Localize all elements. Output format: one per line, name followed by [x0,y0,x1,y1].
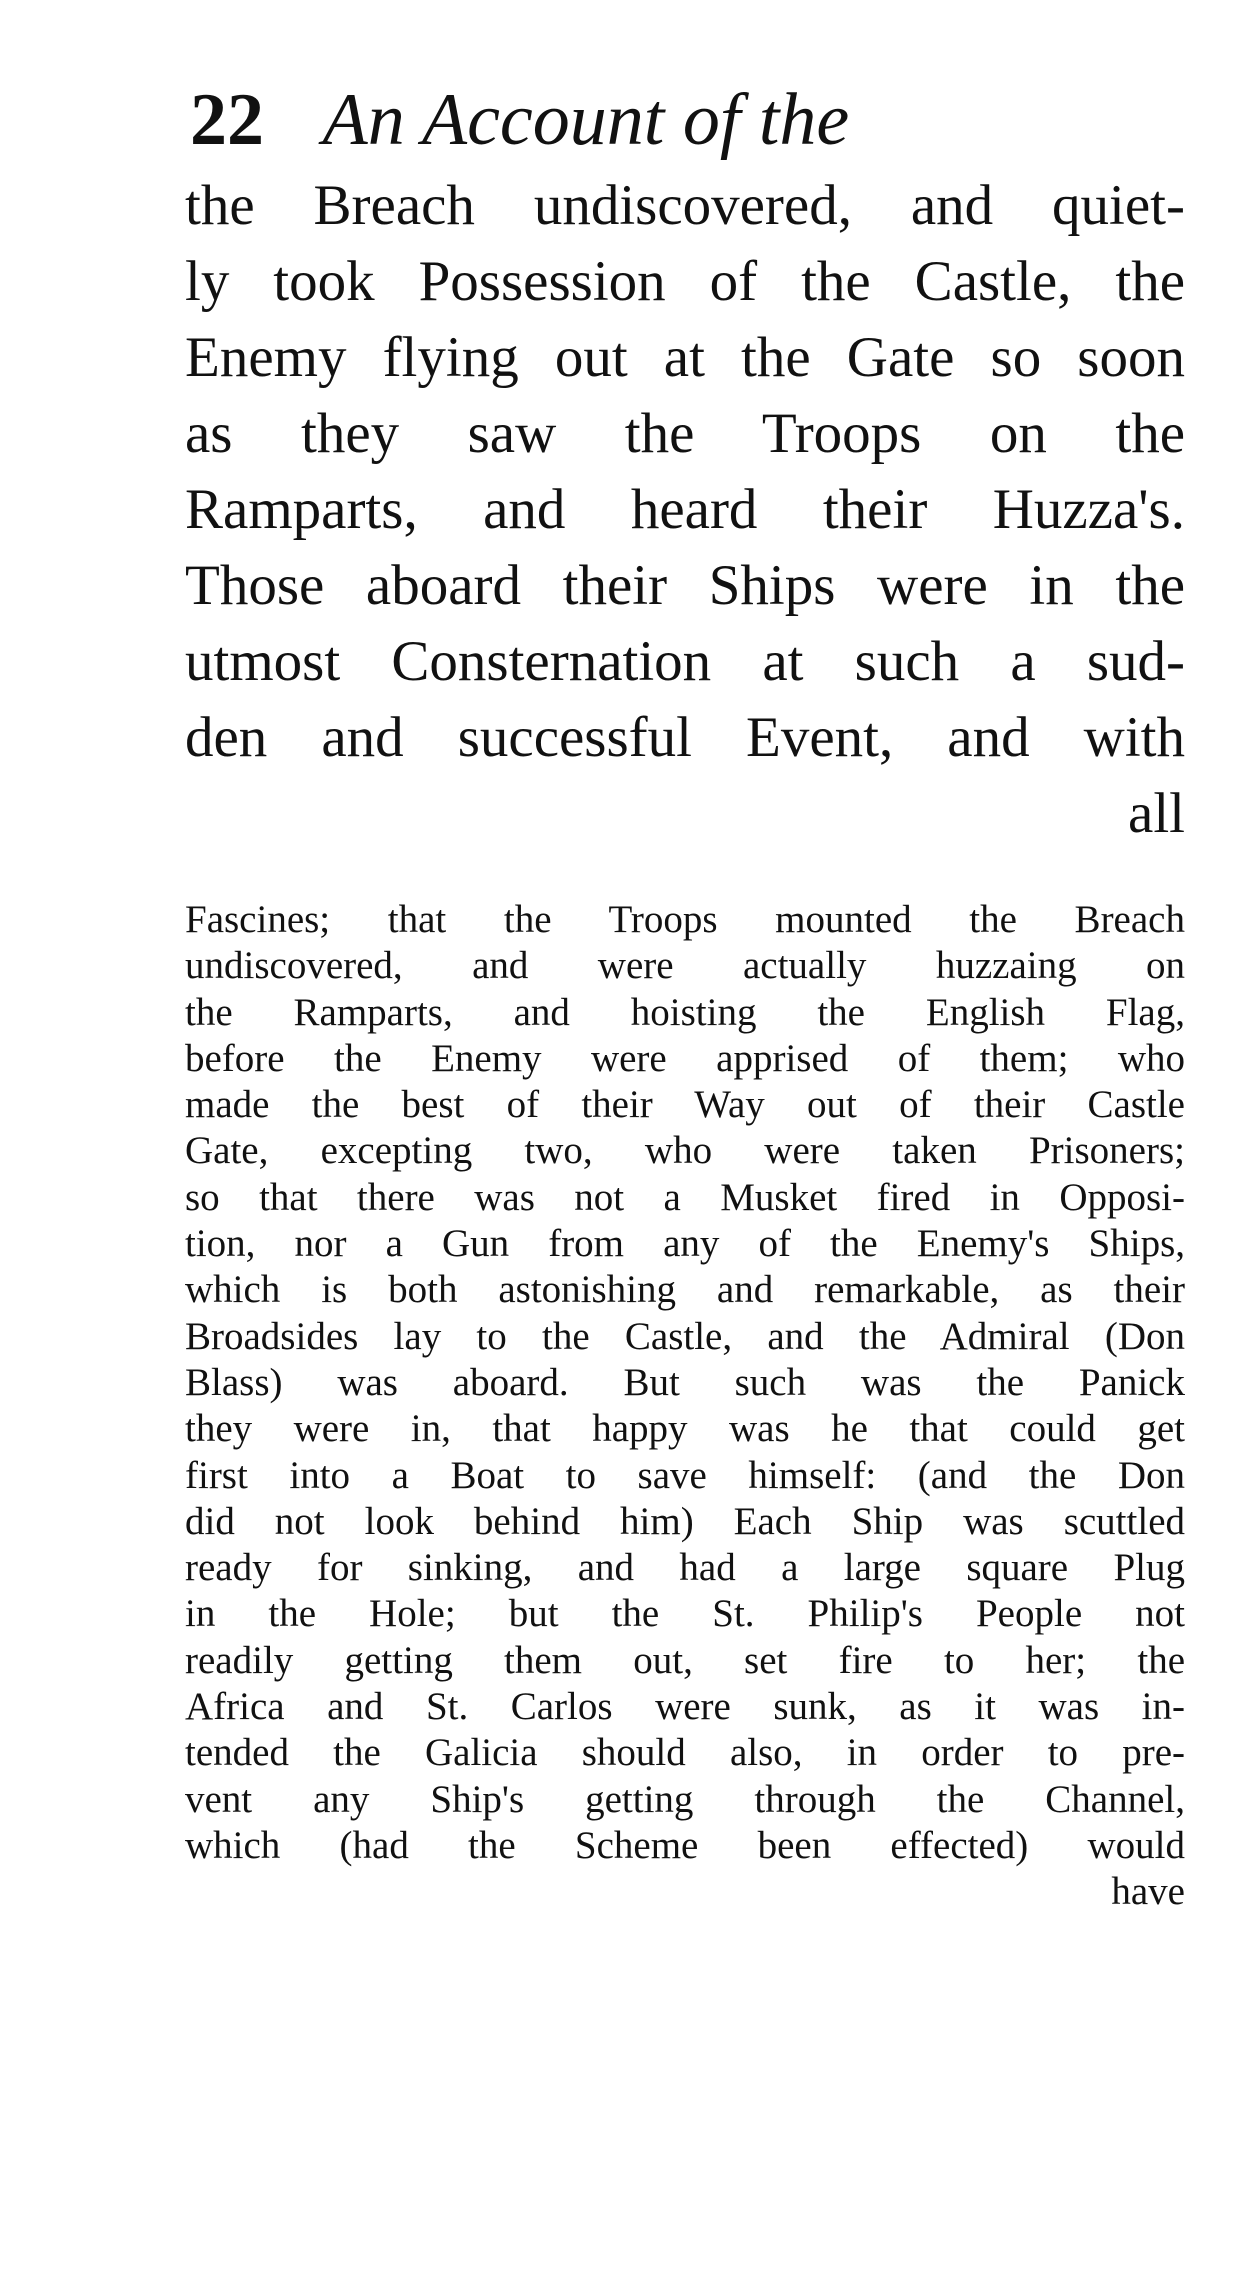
text-line: so that there was not a Musket fired in Opposi- [185,1175,1185,1219]
text-line: Enemy flying out at the Gate so soon [185,326,1185,389]
text-line: in the Hole; but the St. Philip's People not [185,1592,1185,1636]
text-line: tion, nor a Gun from any of the Enemy's Ships, [185,1222,1185,1266]
page-number: 22 [190,79,264,161]
text-line: ready for sinking, and had a large square Plug [185,1546,1185,1590]
text-line: before the Enemy were apprised of them; who [185,1036,1185,1080]
text-line: Ramparts, and heard their Huzza's. [185,478,1185,541]
text-line: made the best of their Way out of their Castle [185,1083,1185,1127]
text-line: den and successful Event, and with [185,706,1185,769]
text-line: Broadsides lay to the Castle, and the Admiral (Don [185,1314,1185,1358]
catchword: all [1128,782,1185,845]
text-line: vent any Ship's getting through the Channel, [185,1777,1185,1821]
text-line: as they saw the Troops on the [185,402,1185,465]
text-line: first into a Boat to save himself: (and the Don [185,1453,1185,1497]
text-line: Africa and St. Carlos were sunk, as it was in- [185,1685,1185,1729]
small-type-passage [185,897,1185,1916]
text-line: readily getting them out, set fire to her; the [185,1638,1185,1682]
text-line: Blass) was aboard. But such was the Panick [185,1360,1185,1404]
text-line: Fascines; that the Troops mounted the Breach [185,898,1185,941]
text-line: undiscovered, and were actually huzzaing on [185,944,1185,988]
text-line: did not look behind him) Each Ship was scuttled [185,1499,1185,1543]
text-line: the Breach undiscovered, and quiet- [185,174,1185,237]
catchword: have [1111,1870,1185,1914]
text-line: utmost Consternation at such a sud- [185,630,1185,693]
text-line: which is both astonishing and remarkable, as their [185,1268,1185,1312]
text-line: Gate, excepting two, who were taken Prisoners; [185,1129,1185,1173]
text-line: ly took Possession of the Castle, the [185,250,1185,313]
running-head [190,70,1190,170]
large-type-passage [185,168,1185,852]
text-line: Those aboard their Ships were in the [185,554,1185,617]
running-title: An Account of the [322,79,850,161]
text-line: tended the Galicia should also, in order to pre- [185,1731,1185,1775]
text-line: which (had the Scheme been effected) would [185,1823,1185,1867]
text-line: they were in, that happy was he that could get [185,1407,1185,1451]
text-line: the Ramparts, and hoisting the English Flag, [185,990,1185,1034]
